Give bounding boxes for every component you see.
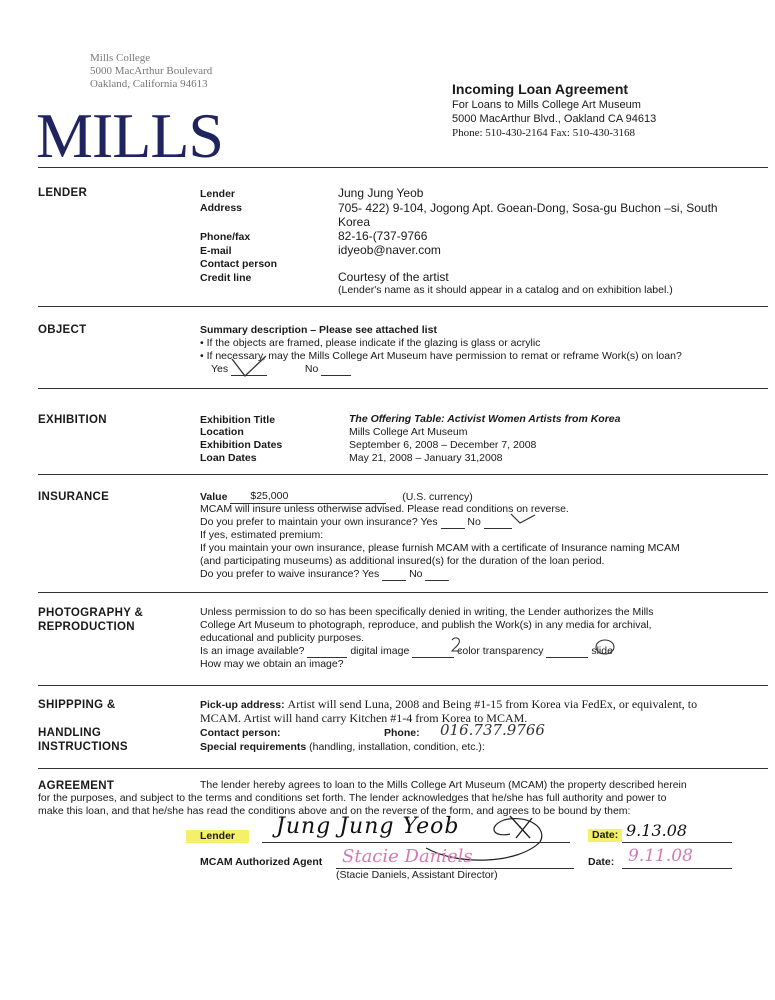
section-agreement: AGREEMENT [38,780,115,792]
color-blank[interactable] [546,657,588,658]
slide-label: slide [591,645,613,657]
label-loan-dates: Loan Dates [200,452,257,464]
insurance-line: (and participating museums) as additional insured(s) for the duration of the loan period. [200,555,605,567]
own-insurance-question: Do you prefer to maintain your own insurance? [200,516,418,528]
label-exhibition-dates: Exhibition Dates [200,439,283,451]
yes-blank[interactable] [382,580,406,581]
insurance-line: If yes, estimated premium: [200,529,324,541]
image-question: Is an image available? [200,645,305,657]
obtain-image-question: How may we obtain an image? [200,658,344,670]
lender-phone: 82-16-(737-9766 [338,229,428,243]
credit-line: Courtesy of the artist [338,270,449,284]
date-line [622,868,732,869]
section-reproduction: REPRODUCTION [38,621,135,633]
currency-note: (U.S. currency) [402,491,473,503]
date-line [622,842,732,843]
pickup-label: Pick-up address: [200,699,285,711]
agent-date[interactable]: 9.11.08 [628,846,693,866]
special-label: Special requirements [200,741,307,753]
no-label: No [409,568,423,580]
section-shipping: SHIPPPING & [38,699,116,711]
divider [38,167,768,168]
agent-note: (Stacie Daniels, Assistant Director) [336,869,498,881]
waive-question: Do you prefer to waive insurance? [200,568,360,580]
divider [38,388,768,389]
section-lender: LENDER [38,187,88,199]
own-insurance-row [200,516,512,529]
color-label: color transparency [457,645,544,657]
address-line: Mills College [90,52,151,64]
pickup-row [200,698,760,712]
date-label: Date: [588,856,615,868]
special-text: (handling, installation, condition, etc.): [309,741,485,753]
lender-address-2: Korea [338,215,371,229]
address-line: 5000 MacArthur Boulevard [90,65,213,77]
lender-email: idyeob@naver.com [338,243,441,257]
pickup-text-2: MCAM. Artist will hand carry Kitchen #1-4 from Korea to MCAM. [200,711,528,725]
circle-mark-icon [593,638,617,656]
section-exhibition: EXHIBITION [38,414,107,426]
agent-label: MCAM Authorized Agent [200,856,323,868]
value-field[interactable]: $25,000 [230,490,386,504]
lender-signature-label: Lender [186,830,249,843]
checkmark-icon [509,511,537,527]
yes-label: Yes [362,568,380,580]
yes-label: Yes [420,516,438,528]
no-blank[interactable] [321,375,351,376]
no-label: No [467,516,481,528]
digital-blank[interactable] [412,657,454,658]
divider [38,768,768,769]
header-line: For Loans to Mills College Art Museum [452,99,641,111]
pickup-text: Artist will send Luna, 2008 and Being #1-15 from Korea via FedEx, or equivalent, to [287,697,698,711]
no-blank[interactable] [484,528,512,529]
bullet-text: If necessary, may the Mills College Art Museum have permission to remat or reframe Work(s) on loan? [206,350,682,362]
header-subtitle [452,98,656,140]
insurance-value-row [200,490,473,504]
lender-date[interactable]: 9.13.08 [626,821,688,840]
value-label: Value [200,491,228,503]
agreement-line: The lender hereby agrees to loan to the Mills College Art Museum (MCAM) the property described herein [200,779,687,791]
bullet-text: If the objects are framed, please indicate if the glazing is glass or acrylic [206,337,541,349]
header-line: 5000 MacArthur Blvd., Oakland CA 94613 [452,113,657,125]
label-lender: Lender [200,188,236,200]
photo-line: Unless permission to do so has been specifically denied in writing, the Lender authorizes the Mills [200,606,654,618]
label-contact: Contact person [200,258,278,270]
checkmark-icon [228,354,270,380]
agreement-line: make this loan, and that he/she has read the conditions above and on the reverse of the form, and agrees to be bound by them: [38,805,631,817]
divider [38,685,768,686]
exhibition-location: Mills College Art Museum [349,426,468,438]
no-blank[interactable] [425,580,449,581]
divider [38,474,768,475]
special-row [200,741,485,754]
image-available-row [200,645,613,658]
handwritten-mark-icon [449,636,463,654]
object-bullet: • If the objects are framed, please indicate if the glazing is glass or acrylic [200,337,541,349]
label-email: E-mail [200,245,232,257]
divider [38,306,768,307]
lender-signature[interactable]: Jung Jung Yeob [276,814,460,839]
document-title: Incoming Loan Agreement [452,81,629,97]
label-credit: Credit line [200,272,252,284]
insurance-line: MCAM will insure unless otherwise advised. Please read conditions on reverse. [200,503,569,515]
address-line: Oakland, California 94613 [90,78,208,90]
digital-label: digital image [350,645,410,657]
exhibition-dates: September 6, 2008 – December 7, 2008 [349,439,537,451]
yes-blank[interactable] [441,528,465,529]
exhibition-title: The Offering Table: Activist Women Artists from Korea [349,413,621,425]
section-object: OBJECT [38,324,87,336]
label-location: Location [200,426,244,438]
credit-note: (Lender's name as it should appear in a catalog and on exhibition label.) [338,284,673,296]
label-phone: Phone/fax [200,231,251,243]
object-bullet: • If necessary, may the Mills College Art Museum have permission to remat or reframe Work(s) on loan? [200,350,682,362]
no-label: No [304,363,319,375]
agent-signature[interactable]: Stacie Daniels [342,846,473,867]
waive-insurance-row [200,568,449,581]
loan-dates: May 21, 2008 – January 31,2008 [349,452,503,464]
section-instructions: INSTRUCTIONS [38,741,128,753]
divider [38,592,768,593]
photo-line: educational and publicity purposes. [200,632,365,644]
section-handling: HANDLING [38,727,102,739]
photo-line: College Art Museum to photograph, reproduce, and publish the Work(s) in any media for archival, [200,619,652,631]
yes-label: Yes [211,363,229,375]
agreement-line: for the purposes, and subject to the terms and conditions set forth. The lender acknowledges that he/she has full authority and power to [38,792,667,804]
handwritten-phone: 016.737.9766 [440,721,545,739]
mills-logo: MILLS [36,100,223,171]
section-photography: PHOTOGRAPHY & [38,607,144,619]
section-insurance: INSURANCE [38,491,110,503]
sender-address [90,52,212,91]
lender-name: Jung Jung Yeob [338,186,424,200]
date-label: Date: [588,829,622,842]
label-exhibition-title: Exhibition Title [200,414,276,426]
label-address: Address [200,202,243,214]
insurance-line: If you maintain your own insurance, please furnish MCAM with a certificate of Insurance naming MCAM [200,542,680,554]
header-line: Phone: 510-430-2164 Fax: 510-430-3168 [452,127,636,139]
contact-label: Contact person: [200,727,281,739]
lender-address: 705- 422) 9-104, Jogong Apt. Goean-Dong, Sosa-gu Buchon –si, South [338,201,718,215]
phone-label: Phone: [384,727,420,739]
object-summary: Summary description – Please see attached list [200,324,437,336]
